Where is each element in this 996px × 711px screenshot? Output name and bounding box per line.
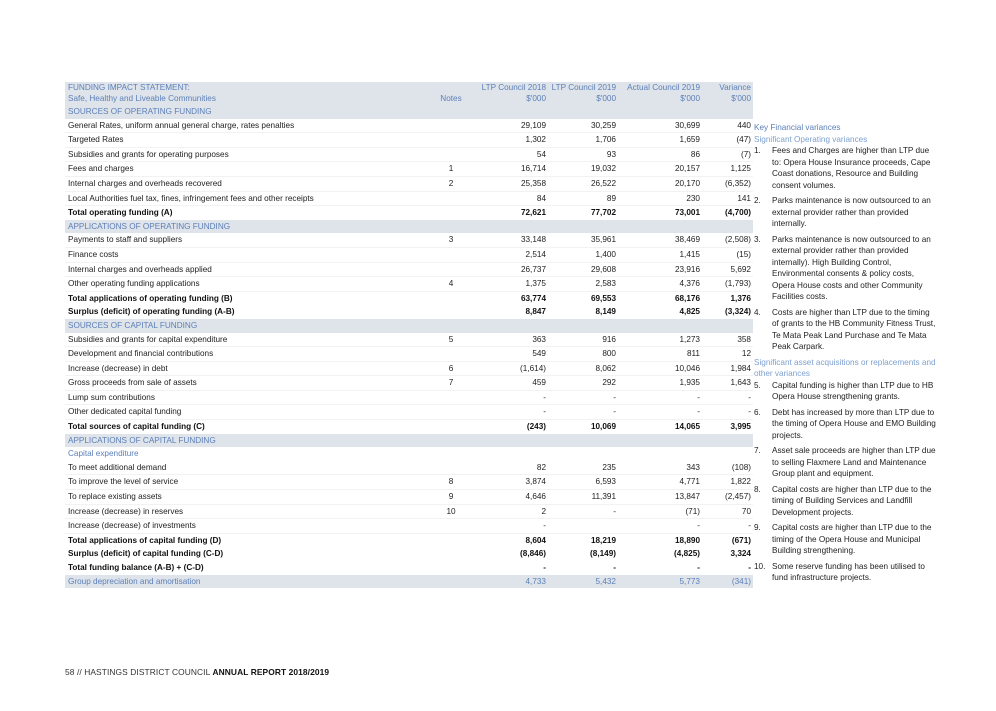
section-header-row <box>65 434 753 448</box>
row-label: APPLICATIONS OF OPERATING FUNDING <box>65 220 423 234</box>
ltp-2019-value: 19,032 <box>548 162 618 177</box>
row-notes <box>423 347 478 362</box>
variance-note-text: Asset sale proceeds are higher than LTP due to selling Flaxmere Land and Maintenance Group plant and equipment. <box>772 446 936 478</box>
row-label: Development and financial contributions <box>65 347 423 362</box>
variance-value: 12 <box>702 347 753 362</box>
ltp-2019-value <box>548 319 618 333</box>
ltp-2019-value: 8,149 <box>595 307 616 317</box>
row-label: Fees and charges <box>65 162 423 177</box>
variance-note-item <box>754 484 936 519</box>
row-label: Other operating funding applications <box>65 277 423 292</box>
actual-2019-value: 38,469 <box>618 233 702 247</box>
ltp-2018-value: 549 <box>478 347 548 362</box>
row-notes: 7 <box>423 376 478 391</box>
variances-heading: Key Financial variances <box>754 123 841 132</box>
ltp-2019-value: 6,593 <box>548 475 618 490</box>
variance-value: 5,692 <box>702 262 753 277</box>
ltp-2019-value <box>548 220 618 234</box>
actual-2019-value: 14,065 <box>674 422 700 432</box>
row-label: Payments to staff and suppliers <box>65 233 423 247</box>
ltp-2019-value <box>548 434 618 448</box>
actual-2019-value: 4,771 <box>618 475 702 490</box>
ltp-2018-value: - <box>478 519 548 534</box>
row-label: Total applications of capital funding (D) <box>68 535 222 545</box>
ltp-2019-value: (8,149) <box>590 549 616 559</box>
ltp-2018-column-header <box>478 82 548 105</box>
ltp-2019-value: 5,432 <box>548 575 618 589</box>
total-row <box>65 291 753 305</box>
ltp-2019-value: - <box>548 405 618 420</box>
variance-note-text: Fees and Charges are higher than LTP due to: Opera House Insurance proceeds, Cape Coast donations, Resource and Building consent volumes. <box>772 146 931 190</box>
variance-value <box>702 220 753 234</box>
table-row <box>65 147 753 162</box>
variance-note-text: Capital funding is higher than LTP due to HB Opera House strengthening grants. <box>772 380 934 401</box>
ltp-2018-value: 363 <box>478 333 548 347</box>
actual-2019-value: 1,935 <box>618 376 702 391</box>
row-notes: 3 <box>423 233 478 247</box>
row-notes <box>423 405 478 420</box>
variance-note-text: Debt has increased by more than LTP due to the timing of Opera House and EMO Building projects. <box>772 407 936 440</box>
table-row <box>65 405 753 420</box>
variance-note-number: 2. <box>754 196 761 205</box>
variance-value: - <box>748 563 751 572</box>
variance-note-item <box>754 561 936 584</box>
ltp-2018-value: 25,358 <box>478 176 548 191</box>
ltp-2018-value: 4,733 <box>478 575 548 589</box>
row-label: Capital expenditure <box>68 449 139 459</box>
statement-title-header <box>65 82 423 105</box>
variance-note-text: Capital costs are higher than LTP due to the timing of the Opera House and Municipal Building strengthening. <box>772 523 932 555</box>
table-header-row <box>65 82 753 105</box>
actual-2019-value: 5,773 <box>618 575 702 589</box>
ltp-2018-value <box>478 434 548 448</box>
ltp-2018-value: - <box>478 390 548 405</box>
row-label: Internal charges and overheads recovered <box>65 176 423 191</box>
actual-2019-value: 10,046 <box>618 361 702 376</box>
ltp-2018-value <box>478 447 548 461</box>
row-notes <box>423 133 478 148</box>
key-financial-variances-panel <box>754 122 936 588</box>
variance-value: 1,822 <box>702 475 753 490</box>
variance-note-item <box>754 380 936 403</box>
footer-report-title: ANNUAL REPORT 2018/2019 <box>212 667 330 677</box>
variance-value: 440 <box>702 119 753 133</box>
ltp-2018-value: 33,148 <box>478 233 548 247</box>
table-row <box>65 191 753 206</box>
table-row <box>65 262 753 277</box>
ltp-2018-value: 84 <box>478 191 548 206</box>
row-label: Targeted Rates <box>65 133 423 148</box>
ltp-2019-header-unit: $'000 <box>596 93 616 103</box>
variance-value: 3,324 <box>730 549 751 559</box>
variance-column-header <box>702 82 753 105</box>
row-label: APPLICATIONS OF CAPITAL FUNDING <box>65 434 423 448</box>
actual-2019-value: 230 <box>618 191 702 206</box>
row-notes <box>423 119 478 133</box>
row-notes <box>423 547 478 561</box>
variance-value: (1,793) <box>702 277 753 292</box>
actual-2019-value: 68,176 <box>674 293 700 303</box>
ltp-2019-value: 2,583 <box>548 277 618 292</box>
actual-2019-value: 4,376 <box>618 277 702 292</box>
funding-impact-statement-table <box>65 82 753 588</box>
row-label: General Rates, uniform annual general charge, rates penalties <box>65 119 423 133</box>
row-notes: 10 <box>423 504 478 519</box>
variance-note-text: Some reserve funding has been utilised to fund infrastructure projects. <box>772 561 925 582</box>
ltp-2019-value: 69,553 <box>590 293 616 303</box>
table-row <box>65 504 753 519</box>
ltp-2019-value: 1,706 <box>548 133 618 148</box>
table-row <box>65 475 753 490</box>
variance-note-item <box>754 307 936 353</box>
ltp-2018-value: 8,604 <box>525 535 546 545</box>
variance-value: - <box>702 390 753 405</box>
row-label: Group depreciation and amortisation <box>65 575 423 589</box>
table-row <box>65 333 753 347</box>
ltp-2019-column-header <box>548 82 618 105</box>
row-notes <box>423 519 478 534</box>
ltp-2019-value: 1,400 <box>548 247 618 262</box>
ltp-2019-value: 8,062 <box>548 361 618 376</box>
asset-variances-list <box>754 380 936 584</box>
total-row <box>65 561 753 575</box>
table-row <box>65 133 753 148</box>
actual-2019-value: 811 <box>618 347 702 362</box>
ltp-2019-value: 26,522 <box>548 176 618 191</box>
variance-value: (3,324) <box>725 307 751 317</box>
ltp-2019-value: 11,391 <box>548 490 618 505</box>
variance-note-item <box>754 445 936 480</box>
variance-value: 1,643 <box>702 376 753 391</box>
actual-2019-value: 86 <box>618 147 702 162</box>
variance-note-item <box>754 195 936 230</box>
actual-2019-value: 30,699 <box>618 119 702 133</box>
section-header-row <box>65 319 753 333</box>
row-label: Total funding balance (A-B) + (C-D) <box>68 563 204 572</box>
variance-value <box>702 319 753 333</box>
row-label: Other dedicated capital funding <box>65 405 423 420</box>
ltp-2018-value <box>478 105 548 119</box>
variance-note-number: 5. <box>754 380 761 390</box>
variance-header-label: Variance <box>719 83 751 92</box>
table-row <box>65 376 753 391</box>
variance-value: (47) <box>702 133 753 148</box>
row-label: Internal charges and overheads applied <box>65 262 423 277</box>
ltp-2018-value: 1,302 <box>478 133 548 148</box>
table-row <box>65 233 753 247</box>
row-label: Local Authorities fuel tax, fines, infringement fees and other receipts <box>65 191 423 206</box>
ltp-2019-value: 89 <box>548 191 618 206</box>
variance-note-number: 8. <box>754 484 761 494</box>
row-label: Gross proceeds from sale of assets <box>65 376 423 391</box>
ltp-2018-value: 2,514 <box>478 247 548 262</box>
actual-2019-value <box>618 319 702 333</box>
variance-value <box>702 447 753 461</box>
ltp-2018-value: - <box>543 563 546 572</box>
ltp-2018-value: 82 <box>478 461 548 475</box>
variance-note-text: Parks maintenance is now outsourced to an external provider rather than provided internally). High Building Control, Environmental consents & policy costs, Opera House costs and other Community Facilities costs. <box>772 234 931 301</box>
actual-2019-value: 18,890 <box>674 535 700 545</box>
ltp-2019-value: 29,608 <box>548 262 618 277</box>
row-notes <box>423 575 478 589</box>
variance-note-item <box>754 522 936 557</box>
row-notes: 2 <box>423 176 478 191</box>
table-row <box>65 519 753 534</box>
ltp-2019-value <box>548 105 618 119</box>
row-label: SOURCES OF CAPITAL FUNDING <box>65 319 423 333</box>
row-label: Lump sum contributions <box>65 390 423 405</box>
variance-value: (2,457) <box>702 490 753 505</box>
depreciation-row <box>65 575 753 589</box>
actual-2019-value <box>618 220 702 234</box>
row-notes <box>423 305 478 319</box>
row-notes <box>423 447 478 461</box>
ltp-2018-value: 26,737 <box>478 262 548 277</box>
ltp-2019-value: 93 <box>548 147 618 162</box>
row-label: Surplus (deficit) of operating funding (A-B) <box>68 307 235 317</box>
ltp-2019-value: 30,259 <box>548 119 618 133</box>
actual-2019-value: - <box>697 563 700 572</box>
ltp-2018-value: (1,614) <box>478 361 548 376</box>
row-notes: 4 <box>423 277 478 292</box>
actual-2019-value: (4,825) <box>674 549 700 559</box>
notes-column-header: Notes <box>423 82 478 105</box>
table-row <box>65 119 753 133</box>
ltp-2019-value: 77,702 <box>590 208 616 218</box>
ltp-2018-value: 8,847 <box>525 307 546 317</box>
row-label: SOURCES OF OPERATING FUNDING <box>65 105 423 119</box>
operating-variances-heading: Significant Operating variances <box>754 134 868 144</box>
ltp-2018-value <box>478 319 548 333</box>
total-row <box>65 547 753 561</box>
ltp-2019-value: - <box>548 504 618 519</box>
ltp-2018-header-label: LTP Council 2018 <box>481 83 546 92</box>
variance-value <box>702 105 753 119</box>
variance-note-text: Costs are higher than LTP due to the timing of grants to the HB Community Fitness Trust, Te Mata Peak Land Purchase and Te Mata Peak Carpark. <box>772 307 936 351</box>
variance-header-unit: $'000 <box>731 93 751 103</box>
row-notes <box>423 206 478 220</box>
variance-value: (6,352) <box>702 176 753 191</box>
variance-note-item <box>754 234 936 303</box>
variance-note-text: Capital costs are higher than LTP due to the timing of Building Services and Landfill Development projects. <box>772 484 932 517</box>
section-header-row <box>65 105 753 119</box>
total-row <box>65 533 753 547</box>
row-label: To meet additional demand <box>65 461 423 475</box>
page-footer <box>65 667 329 677</box>
ltp-2018-value: 459 <box>478 376 548 391</box>
row-notes <box>423 561 478 575</box>
table-row <box>65 490 753 505</box>
row-notes: 8 <box>423 475 478 490</box>
variance-value: (671) <box>731 535 751 545</box>
variance-note-number: 4. <box>754 307 761 317</box>
row-notes: 6 <box>423 361 478 376</box>
ltp-2019-value: 18,219 <box>590 535 616 545</box>
table-row <box>65 461 753 475</box>
statement-body <box>65 105 753 588</box>
row-notes <box>423 420 478 434</box>
actual-2019-value: 20,157 <box>618 162 702 177</box>
variance-value: (2,508) <box>702 233 753 247</box>
variance-note-text: Parks maintenance is now outsourced to an external provider rather than provided internally. <box>772 196 931 228</box>
table-row <box>65 347 753 362</box>
row-notes <box>423 220 478 234</box>
variance-value: - <box>702 405 753 420</box>
ltp-2018-value: (243) <box>526 422 546 432</box>
variance-note-item <box>754 145 936 191</box>
row-notes: 1 <box>423 162 478 177</box>
variance-note-number: 6. <box>754 407 761 417</box>
ltp-2018-value: 29,109 <box>478 119 548 133</box>
table-row <box>65 361 753 376</box>
actual-2019-value <box>618 447 702 461</box>
variance-value: 1,376 <box>730 293 751 303</box>
row-notes <box>423 533 478 547</box>
ltp-2019-value: 800 <box>548 347 618 362</box>
row-notes <box>423 262 478 277</box>
row-notes: 5 <box>423 333 478 347</box>
total-row <box>65 305 753 319</box>
actual-2019-value: - <box>618 519 702 534</box>
variance-note-number: 9. <box>754 523 761 532</box>
ltp-2018-value: 63,774 <box>520 293 546 303</box>
row-label: Increase (decrease) in reserves <box>65 504 423 519</box>
ltp-2018-value: 4,646 <box>478 490 548 505</box>
actual-2019-value: - <box>618 390 702 405</box>
variance-value: (15) <box>702 247 753 262</box>
ltp-2018-value: 2 <box>478 504 548 519</box>
table-row <box>65 390 753 405</box>
ltp-2018-value: 72,621 <box>520 208 546 218</box>
ltp-2019-header-label: LTP Council 2019 <box>551 83 616 92</box>
actual-2019-value: 1,415 <box>618 247 702 262</box>
variance-note-item <box>754 407 936 442</box>
row-notes <box>423 390 478 405</box>
row-notes <box>423 105 478 119</box>
statement-subtitle: Safe, Healthy and Liveable Communities <box>68 93 216 103</box>
variance-note-number: 7. <box>754 446 761 455</box>
variance-value: 1,125 <box>702 162 753 177</box>
ltp-2019-value: 292 <box>548 376 618 391</box>
variance-value: 1,984 <box>702 361 753 376</box>
row-label: Increase (decrease) of investments <box>65 519 423 534</box>
footer-page-label: 58 // HASTINGS DISTRICT COUNCIL <box>65 667 211 677</box>
actual-2019-value: 4,825 <box>679 307 700 317</box>
statement-title: FUNDING IMPACT STATEMENT: <box>68 83 190 92</box>
table-row <box>65 277 753 292</box>
row-label: Total sources of capital funding (C) <box>68 422 205 432</box>
row-notes <box>423 434 478 448</box>
ltp-2018-value: 3,874 <box>478 475 548 490</box>
row-label: Surplus (deficit) of capital funding (C-D) <box>68 549 224 559</box>
row-notes <box>423 191 478 206</box>
actual-2019-value: 1,273 <box>618 333 702 347</box>
row-notes: 9 <box>423 490 478 505</box>
ltp-2019-value: 235 <box>548 461 618 475</box>
row-label: Finance costs <box>65 247 423 262</box>
table-row <box>65 176 753 191</box>
variance-value: (7) <box>702 147 753 162</box>
asset-variances-heading: Significant asset acquisitions or replacements and other variances <box>754 357 936 378</box>
section-header-row <box>65 220 753 234</box>
variance-value: 70 <box>702 504 753 519</box>
variance-value: 141 <box>702 191 753 206</box>
actual-2019-value: 343 <box>618 461 702 475</box>
operating-variances-list <box>754 145 936 353</box>
actual-2019-header-label: Actual Council 2019 <box>627 83 700 92</box>
row-label: Total applications of operating funding (B) <box>68 293 233 303</box>
ltp-2018-header-unit: $'000 <box>526 93 546 103</box>
ltp-2018-value: 1,375 <box>478 277 548 292</box>
ltp-2018-value: 16,714 <box>478 162 548 177</box>
row-label: Total operating funding (A) <box>68 208 173 218</box>
ltp-2019-value: 10,069 <box>590 422 616 432</box>
total-row <box>65 206 753 220</box>
ltp-2018-value: (8,846) <box>520 549 546 559</box>
row-label: Subsidies and grants for capital expenditure <box>65 333 423 347</box>
row-label: Subsidies and grants for operating purposes <box>65 147 423 162</box>
ltp-2019-value: - <box>548 390 618 405</box>
row-notes <box>423 147 478 162</box>
variance-value: - <box>702 519 753 534</box>
ltp-2019-value <box>548 447 618 461</box>
table-row <box>65 162 753 177</box>
row-notes <box>423 291 478 305</box>
row-notes <box>423 461 478 475</box>
variance-value: (4,700) <box>725 208 751 218</box>
total-row <box>65 420 753 434</box>
ltp-2019-value <box>548 519 618 534</box>
variance-value: (341) <box>702 575 753 589</box>
ltp-2018-value <box>478 220 548 234</box>
ltp-2019-value: 916 <box>548 333 618 347</box>
actual-2019-value: (71) <box>618 504 702 519</box>
actual-2019-value: 13,847 <box>618 490 702 505</box>
ltp-2019-value: 35,961 <box>548 233 618 247</box>
variance-note-number: 1. <box>754 146 761 155</box>
row-label: To improve the level of service <box>65 475 423 490</box>
variance-value <box>702 434 753 448</box>
actual-2019-value <box>618 434 702 448</box>
row-label: To replace existing assets <box>65 490 423 505</box>
variance-note-number: 3. <box>754 234 761 244</box>
variance-note-number: 10. <box>754 561 766 571</box>
actual-2019-value: 23,916 <box>618 262 702 277</box>
actual-2019-value: 1,659 <box>618 133 702 148</box>
actual-2019-value: - <box>618 405 702 420</box>
actual-2019-value <box>618 105 702 119</box>
subsection-row <box>65 447 753 461</box>
variance-value: 3,995 <box>730 422 751 432</box>
ltp-2019-value: - <box>613 563 616 572</box>
actual-2019-header-unit: $'000 <box>680 93 700 103</box>
ltp-2018-value: 54 <box>478 147 548 162</box>
row-notes <box>423 247 478 262</box>
actual-2019-value: 73,001 <box>674 208 700 218</box>
row-notes <box>423 319 478 333</box>
ltp-2018-value: - <box>478 405 548 420</box>
variance-value: 358 <box>702 333 753 347</box>
row-label: Increase (decrease) in debt <box>65 361 423 376</box>
actual-2019-column-header <box>618 82 702 105</box>
actual-2019-value: 20,170 <box>618 176 702 191</box>
variance-value: (108) <box>702 461 753 475</box>
table-row <box>65 247 753 262</box>
